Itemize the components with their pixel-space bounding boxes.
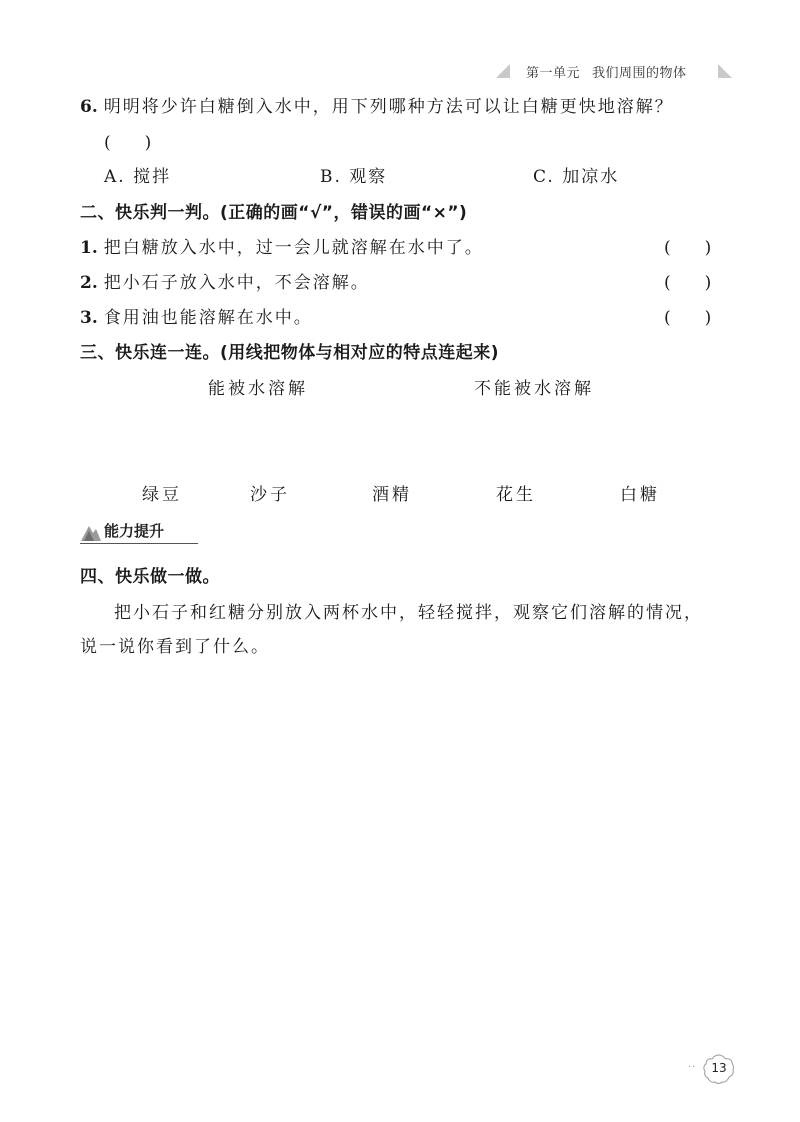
item-text: 把白糖放入水中，过一会儿就溶解在水中了。 xyxy=(103,238,484,258)
page-number-badge xyxy=(702,1052,736,1086)
badge-label: 能力提升 xyxy=(104,522,165,540)
header-unit: 第一单元 xyxy=(526,66,581,81)
page-header xyxy=(496,60,732,82)
object-sand[interactable]: 沙子 xyxy=(250,485,290,505)
option-b[interactable]: B. 观察 xyxy=(320,167,388,187)
badge-underline xyxy=(80,543,198,544)
question-6 xyxy=(80,92,674,117)
page-number: 13 xyxy=(711,1061,727,1075)
object-mung-bean[interactable]: 绿豆 xyxy=(142,485,182,505)
judge-item-3 xyxy=(80,303,313,328)
answer-paren[interactable]: ( ) xyxy=(104,133,152,153)
header-title: 我们周围的物体 xyxy=(592,66,687,81)
judge-item-2 xyxy=(80,268,370,293)
header-left-triangle xyxy=(496,64,510,78)
mountain-icon xyxy=(80,522,102,542)
judge-item-1 xyxy=(80,233,484,258)
category-soluble[interactable]: 能被水溶解 xyxy=(208,379,308,399)
section-2-title: 二、快乐判一判。(正确的画“√”，错误的画“×”) xyxy=(80,203,468,223)
header-right-triangle xyxy=(718,64,732,78)
section-3-title: 三、快乐连一连。(用线把物体与相对应的特点连起来) xyxy=(80,343,500,363)
section-4-line-1: 把小石子和红糖分别放入两杯水中，轻轻搅拌，观察它们溶解的情况， xyxy=(114,603,703,623)
object-sugar[interactable]: 白糖 xyxy=(620,485,660,505)
section-4-title: 四、快乐做一做。 xyxy=(80,567,220,587)
question-number: 6. xyxy=(80,97,98,117)
page-dots: ·· xyxy=(688,1062,697,1073)
item-number: 1. xyxy=(80,238,98,258)
item-text: 把小石子放入水中，不会溶解。 xyxy=(103,273,370,293)
judge-paren-3[interactable]: ( ) xyxy=(664,308,712,328)
option-c[interactable]: C. 加凉水 xyxy=(533,167,620,187)
judge-paren-2[interactable]: ( ) xyxy=(664,273,712,293)
judge-paren-1[interactable]: ( ) xyxy=(664,238,712,258)
item-number: 3. xyxy=(80,308,98,328)
option-a[interactable]: A. 搅拌 xyxy=(104,167,172,187)
header-text xyxy=(526,62,699,81)
category-insoluble[interactable]: 不能被水溶解 xyxy=(474,379,594,399)
ability-badge xyxy=(80,520,198,544)
item-number: 2. xyxy=(80,273,98,293)
object-alcohol[interactable]: 酒精 xyxy=(372,485,412,505)
section-4-line-2: 说一说你看到了什么。 xyxy=(80,637,270,657)
question-text: 明明将少许白糖倒入水中，用下列哪种方法可以让白糖更快地溶解？ xyxy=(103,97,674,117)
object-peanut[interactable]: 花生 xyxy=(496,485,536,505)
item-text: 食用油也能溶解在水中。 xyxy=(103,308,313,328)
